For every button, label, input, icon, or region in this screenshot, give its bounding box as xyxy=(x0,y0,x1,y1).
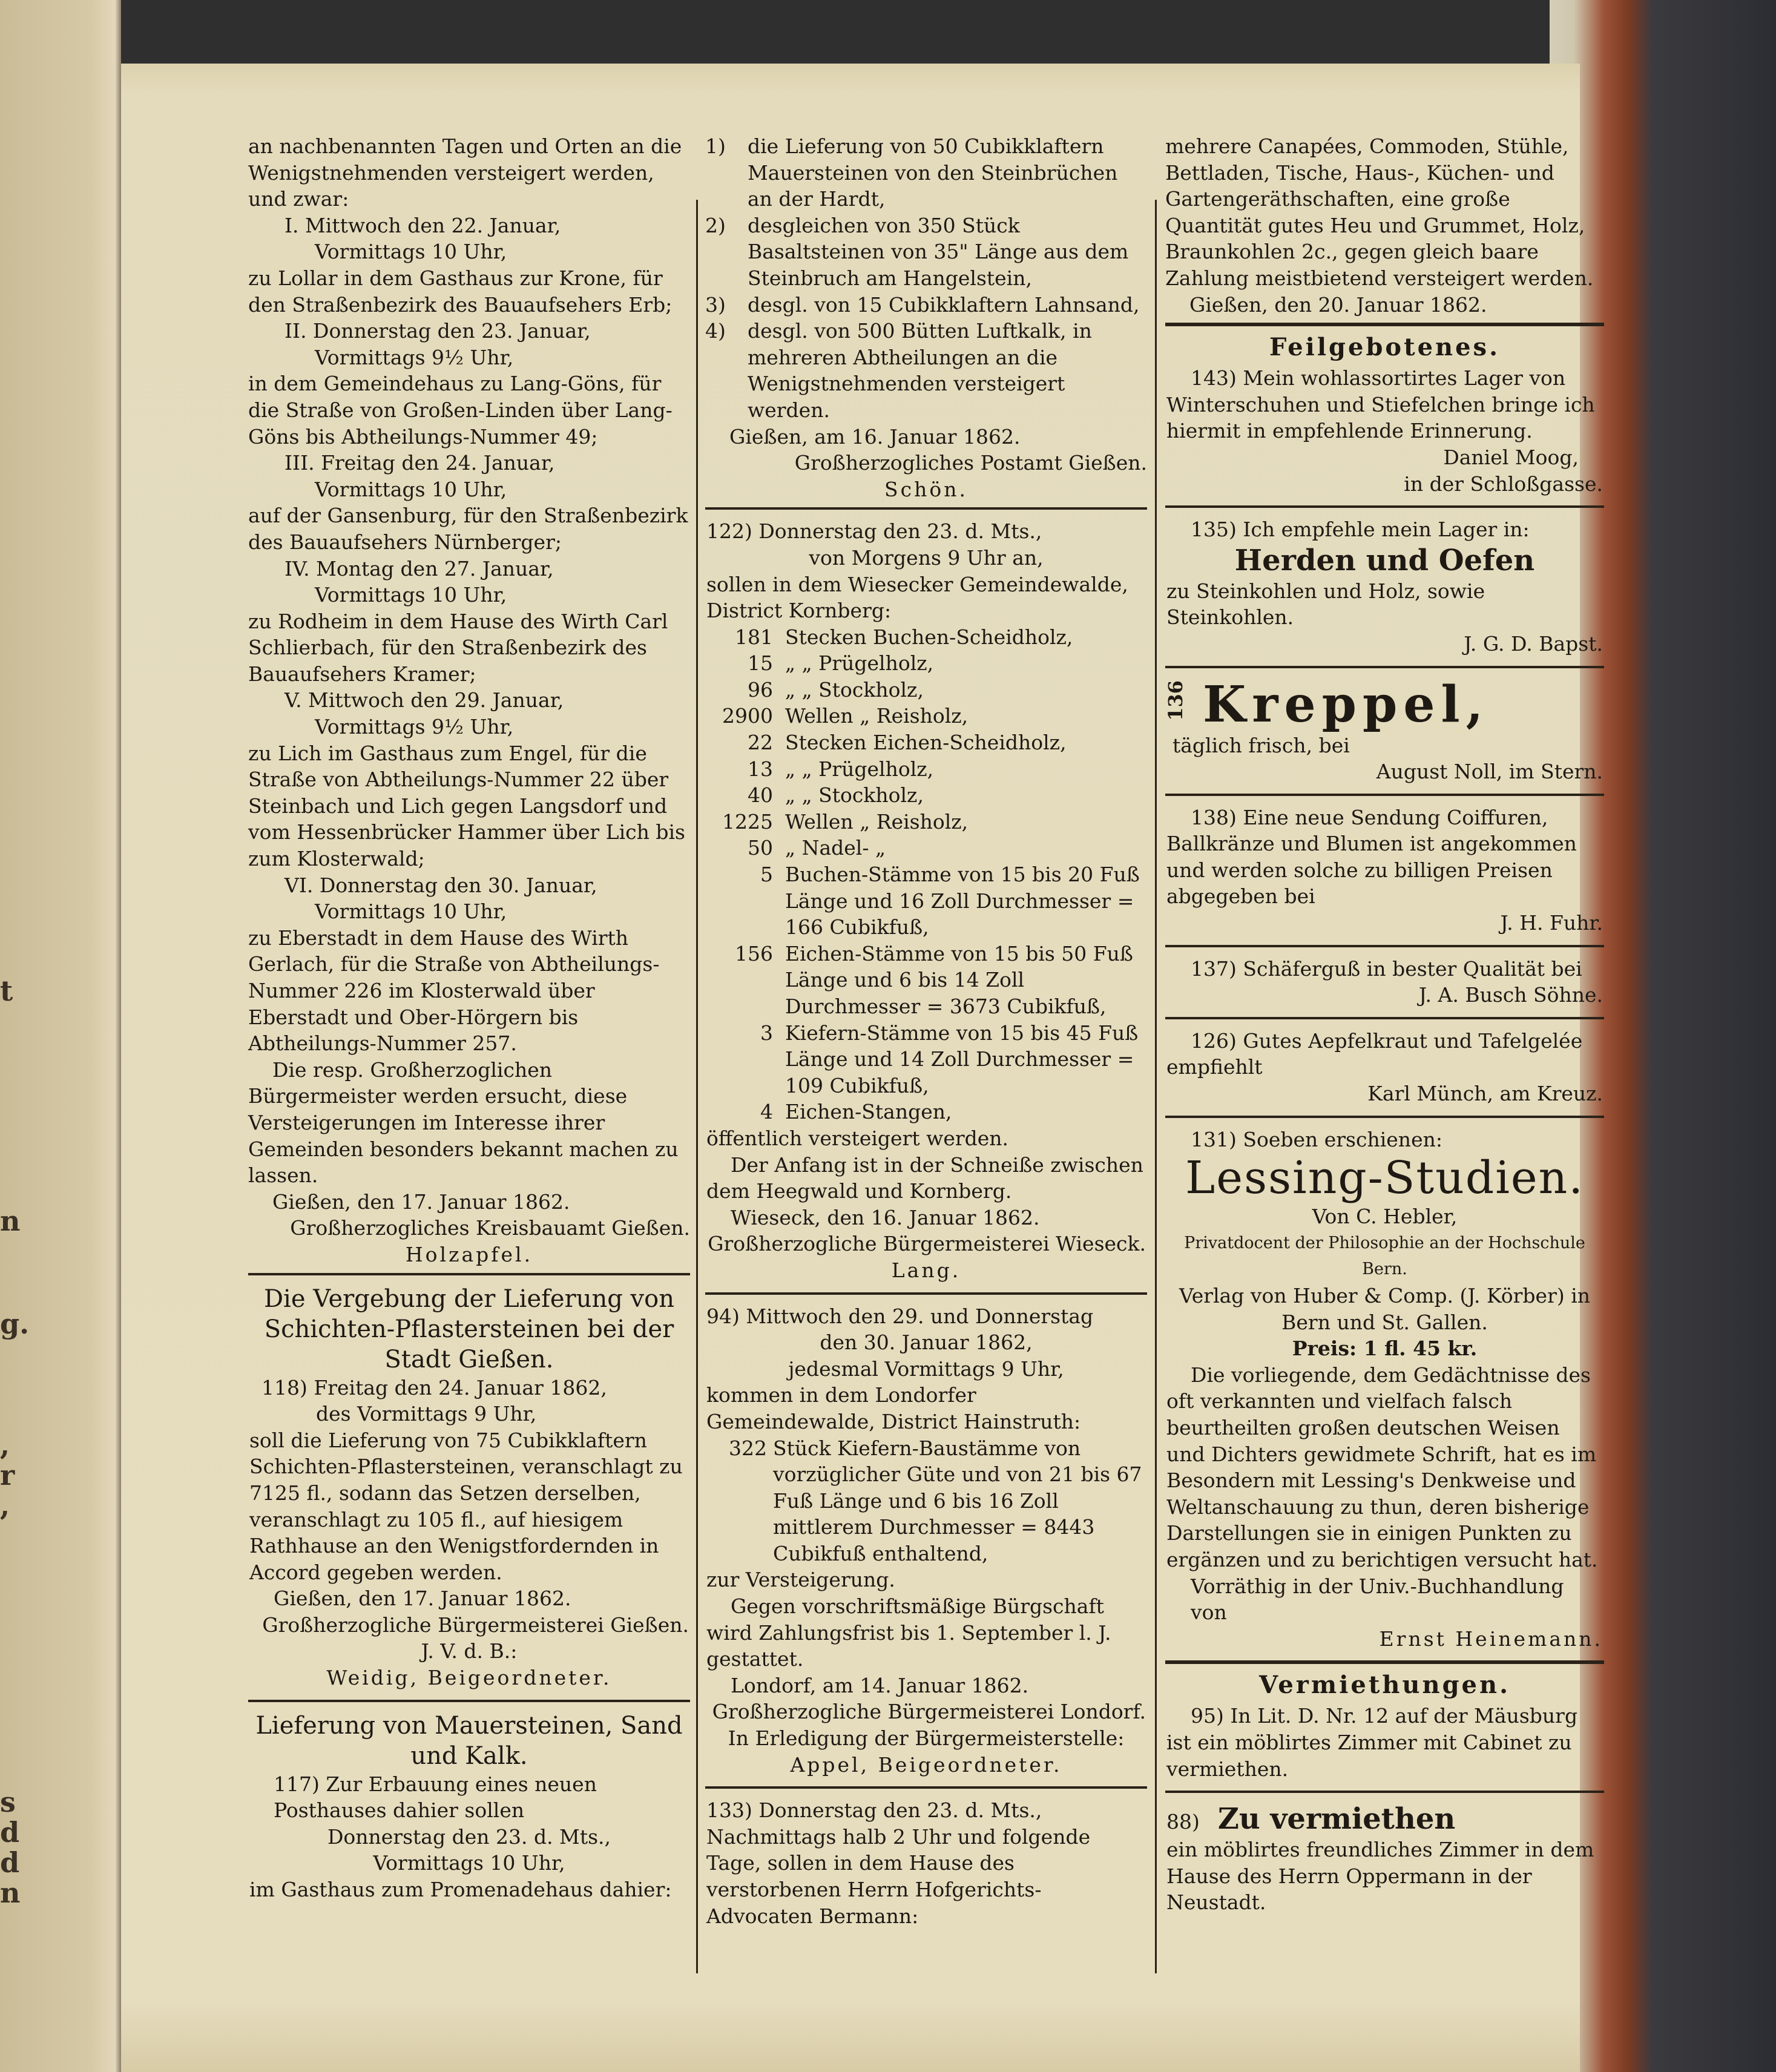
margin-fragment: t xyxy=(0,975,13,1007)
ad-line: Vormittags 10 Uhr, xyxy=(373,1851,565,1875)
ad-heading-row xyxy=(1166,1801,1603,1837)
ad-date: Gießen, den 17. Januar 1862. xyxy=(274,1587,571,1611)
table-row xyxy=(706,703,1146,729)
divider xyxy=(705,1786,1147,1789)
schedule-item xyxy=(248,556,690,688)
row-count: 40 xyxy=(748,783,773,807)
intro-text: an nachbenannten Tagen und Orten an die Wenigstnehmenden versteigert werden, und zwar: xyxy=(248,134,682,211)
left-page-edge xyxy=(0,0,121,2072)
ad-line: Donnerstag den 23. d. Mts., xyxy=(327,1824,611,1849)
auction-schedule xyxy=(248,212,690,1057)
ad-122 xyxy=(705,516,1147,1287)
schedule-day: V. Mittwoch den 29. Januar, xyxy=(284,688,564,712)
ad-94 xyxy=(705,1301,1147,1782)
ad-price: Preis: 1 fl. 45 kr. xyxy=(1292,1337,1478,1361)
ad-body: 137) Schäferguß in bester Qualität bei xyxy=(1191,956,1582,981)
schedule-time: Vormittags 10 Uhr, xyxy=(315,900,507,924)
ad-line: von Morgens 9 Uhr an, xyxy=(809,545,1044,570)
margin-fragment: d xyxy=(0,1816,20,1849)
schedule-place: zu Lich im Gasthaus zum Engel, für die Straße von Abtheilungs-Nummer 22 über Steinbach und Lich gegen Langsdorf und vom Hessenbrücker Hammer über Lich bis zum Klosterwald; xyxy=(248,741,685,871)
schedule-item xyxy=(248,318,690,450)
margin-fragment: g. xyxy=(0,1307,30,1340)
column-right xyxy=(1165,133,1604,1919)
ad-body: Nachmittags halb 2 Uhr und folgende Tage, sollen in dem Hause des verstorbenen Herrn Hofgerichts-Advocaten Bermann: xyxy=(706,1824,1091,1928)
ad-body: 143) Mein wohlassortirtes Lager von Winterschuhen und Stiefelchen bringe ich hiermit in empfehlende Erinnerung. xyxy=(1166,366,1595,443)
ad-body: Die vorliegende, dem Gedächtnisse des oft verkannten und vielfach falsch beurtheilten großen deutschen Weisen und Dichters gewidmete Schrift, hat es im Besondern mit Lessing's Denkweise und Weltanschauung zu thun, deren bisherige Darstellungen sie in einigen Punkten zu ergänzen und zu berichtigen versucht hat. xyxy=(1166,1363,1598,1571)
ad-signature: Daniel Moog, xyxy=(1443,445,1579,469)
row-count: 322 xyxy=(729,1436,767,1460)
ad-line: den 30. Januar 1862, xyxy=(820,1330,1033,1355)
margin-fragment: s xyxy=(0,1786,16,1818)
item-text: desgl. von 15 Cubikklaftern Lahnsand, xyxy=(748,292,1140,317)
row-text: Stecken Eichen-Scheidholz, xyxy=(785,731,1067,755)
divider xyxy=(1165,666,1604,668)
margin-fragment: n xyxy=(0,1205,21,1237)
divider xyxy=(1165,945,1604,947)
schedule-time: Vormittags 10 Uhr, xyxy=(315,477,507,501)
margin-fragment: , xyxy=(0,1489,10,1522)
ad-line: Verlag von Huber & Comp. (J. Körber) in Bern und St. Gallen. xyxy=(1179,1284,1591,1334)
request-text: Die resp. Großherzoglichen Bürgermeister werden ersucht, diese Versteigerungen im Interesse ihrer Gemeinden besonders bekannt machen zu lassen. xyxy=(248,1057,679,1188)
divider xyxy=(705,1292,1147,1295)
ad-88 xyxy=(1165,1799,1604,1919)
section-heading: Feilgebotenes. xyxy=(1269,333,1501,362)
ad-136 xyxy=(1165,674,1604,789)
divider xyxy=(1165,794,1604,796)
ad-line: 94) Mittwoch den 29. und Donnerstag xyxy=(706,1304,1094,1328)
ad-137 xyxy=(1165,953,1604,1012)
divider xyxy=(1165,1791,1604,1793)
row-text: „ „ Stockholz, xyxy=(785,677,924,702)
ad-line: zu Steinkohlen und Holz, sowie Steinkohlen. xyxy=(1166,579,1485,630)
row-count: 22 xyxy=(748,731,773,755)
schedule-item xyxy=(248,872,690,1057)
ad-body: 95) In Lit. D. Nr. 12 auf der Mäusburg ist ein möblirtes Zimmer mit Cabinet zu vermiethen. xyxy=(1166,1704,1578,1781)
row-text: „ Nadel- „ xyxy=(785,836,886,860)
ad-office: Großherzogliches Postamt Gießen. xyxy=(794,451,1147,475)
wood-table xyxy=(706,624,1146,1125)
schedule-day: II. Donnerstag den 23. Januar, xyxy=(284,319,591,343)
row-text: Stecken Buchen-Scheidholz, xyxy=(785,625,1073,649)
table-row xyxy=(706,729,1146,756)
ad-line: im Gasthaus zum Promenadehaus dahier: xyxy=(249,1878,672,1902)
ad-117 xyxy=(248,1708,690,1907)
ad-headline: Lieferung von Mauersteinen, Sand und Kalk. xyxy=(255,1711,683,1770)
ad-line: Vorräthig in der Univ.-Buchhandlung von xyxy=(1191,1574,1564,1625)
margin-fragment: d xyxy=(0,1846,20,1879)
schedule-place: zu Eberstadt in dem Hause des Wirth Gerlach, für die Straße von Abtheilungs-Nummer 226 im Klosterwald über Eberstadt und Ober-Hörgern bis Abtheilungs-Nummer 257. xyxy=(248,926,660,1056)
list-item xyxy=(705,318,1147,423)
ad-body: mehrere Canapées, Commoden, Stühle, Bettladen, Tische, Haus-, Küchen- und Gartengeräthschaften, eine große Quantität gutes Heu und Grummet, Holz, Braunkohlen 2c., gegen gleich baare Zahlung meistbietend versteigert werden. xyxy=(1165,134,1594,290)
ad-body: 138) Eine neue Sendung Coiffuren, Ballkränze und Blumen ist angekommen und werden solche zu billigen Preisen abgegeben bei xyxy=(1166,805,1577,909)
table-row xyxy=(706,756,1146,783)
divider xyxy=(1165,1017,1604,1019)
ad-line: 131) Soeben erschienen: xyxy=(1191,1127,1442,1151)
ad-126 xyxy=(1165,1025,1604,1111)
schedule-item xyxy=(248,687,690,872)
schedule-item xyxy=(248,450,690,555)
row-count: 13 xyxy=(748,757,773,781)
row-count: 5 xyxy=(760,863,773,887)
table-row xyxy=(706,941,1146,1020)
ad-display-text: Herden und Oefen xyxy=(1234,543,1535,577)
table-row xyxy=(706,861,1146,941)
schedule-time: Vormittags 9½ Uhr, xyxy=(315,715,514,739)
column-divider xyxy=(1155,200,1157,1973)
ad-signature: in der Schloßgasse. xyxy=(1404,472,1603,496)
ad-line: Privatdocent der Philosophie an der Hochschule Bern. xyxy=(1184,1233,1585,1279)
ad-date: Gießen, den 20. Januar 1862. xyxy=(1189,292,1487,317)
row-count: 4 xyxy=(760,1100,773,1124)
row-text: Buchen-Stämme von 15 bis 20 Fuß Länge und 16 Zoll Durchmesser = 166 Cubikfuß, xyxy=(785,863,1140,939)
margin-fragment: n xyxy=(0,1876,21,1909)
ad-body: Gegen vorschriftsmäßige Bürgschaft wird Zahlungsfrist bis 1. September l. J. gestattet. xyxy=(706,1594,1111,1671)
row-text: „ „ Prügelholz, xyxy=(785,651,934,676)
table-row xyxy=(706,677,1146,703)
ad-135 xyxy=(1165,514,1604,660)
row-text: Stück Kiefern-Baustämme von vorzüglicher Güte und von 21 bis 67 Fuß Länge und 6 bis 16 Zoll mittlerem Durchmesser = 8443 Cubikfuß enthaltend, xyxy=(773,1436,1142,1565)
notice-signature: Holzapfel. xyxy=(405,1242,533,1266)
row-count: 96 xyxy=(748,677,773,702)
column-middle xyxy=(705,133,1147,1933)
table-row xyxy=(706,809,1146,835)
ad-body: Der Anfang ist in der Schneiße zwischen dem Heegwald und Kornberg. xyxy=(706,1153,1143,1203)
row-text: Eichen-Stämme von 15 bis 50 Fuß Länge und 6 bis 14 Zoll Durchmesser = 3673 Cubikfuß, xyxy=(785,941,1133,1018)
divider xyxy=(248,1273,690,1275)
schedule-place: in dem Gemeindehaus zu Lang-Göns, für die Straße von Großen-Linden über Lang-Göns bis Abtheilungs-Nummer 49; xyxy=(248,372,673,449)
ad-line: öffentlich versteigert werden. xyxy=(706,1126,1009,1150)
schedule-time: Vormittags 10 Uhr, xyxy=(315,583,507,607)
ad-office: Großherzogliche Bürgermeisterei Wieseck. xyxy=(708,1232,1146,1256)
schedule-place: auf der Gansenburg, für den Straßenbezirk des Bauaufsehers Nürnberger; xyxy=(248,504,688,554)
ad-office: Großherzogliche Bürgermeisterei Londorf. xyxy=(712,1700,1146,1724)
column-divider xyxy=(696,200,698,1973)
ad-date: Gießen, am 16. Januar 1862. xyxy=(729,424,1021,449)
newspaper-page xyxy=(121,64,1603,2072)
row-count: 50 xyxy=(748,836,773,860)
ad-signature: Schön. xyxy=(884,477,968,501)
item-number: 4) xyxy=(705,319,726,343)
schedule-place: zu Lollar in dem Gasthaus zur Krone, für den Straßenbezirk des Bauaufsehers Erb; xyxy=(248,266,673,317)
ad-line: Von C. Hebler, xyxy=(1312,1205,1458,1229)
list-item xyxy=(705,292,1147,318)
table-row xyxy=(706,782,1146,809)
divider xyxy=(1165,323,1604,326)
ad-line: 117) Zur Erbauung eines neuen Posthauses dahier sollen xyxy=(274,1772,597,1823)
table-row xyxy=(706,1435,1146,1567)
ad-line: sollen in dem Wiesecker Gemeindewalde, District Kornberg: xyxy=(706,572,1128,623)
ad-headline: Die Vergebung der Lieferung von Schichten-Pflastersteinen bei der Stadt Gießen. xyxy=(263,1284,674,1373)
ad-line: jedesmal Vormittags 9 Uhr, xyxy=(788,1357,1064,1381)
row-count: 181 xyxy=(735,625,773,649)
ad-133 xyxy=(705,1795,1147,1933)
schedule-day: VI. Donnerstag den 30. Januar, xyxy=(284,873,597,897)
ad-body: ein möblirtes freundliches Zimmer in dem Hause des Herrn Oppermann in der Neustadt. xyxy=(1166,1838,1594,1915)
row-text: Kiefern-Stämme von 15 bis 45 Fuß Länge und 14 Zoll Durchmesser = 109 Cubikfuß, xyxy=(785,1021,1139,1097)
schedule-time: Vormittags 9½ Uhr, xyxy=(315,345,514,369)
row-count: 3 xyxy=(760,1021,773,1045)
ad-date: Londorf, am 14. Januar 1862. xyxy=(731,1673,1029,1697)
divider xyxy=(1165,1660,1604,1664)
ad-office: In Erledigung der Bürgermeisterstelle: xyxy=(728,1726,1125,1751)
row-text: „ „ Prügelholz, xyxy=(785,757,934,781)
list-item xyxy=(705,212,1147,292)
table-row xyxy=(706,624,1146,651)
row-text: „ „ Stockholz, xyxy=(785,783,924,807)
ad-line: kommen in dem Londorfer Gemeindewalde, District Hainstruth: xyxy=(706,1383,1081,1433)
row-count: 156 xyxy=(735,941,773,965)
schedule-time: Vormittags 10 Uhr, xyxy=(315,240,507,264)
item-text: die Lieferung von 50 Cubikklaftern Mauersteinen von den Steinbrüchen an der Hardt, xyxy=(748,134,1118,211)
ad-date: Wieseck, den 16. Januar 1862. xyxy=(731,1205,1040,1229)
schedule-day: IV. Montag den 27. Januar, xyxy=(284,556,554,580)
list-item xyxy=(705,133,1147,212)
ad-signature: J. A. Busch Söhne. xyxy=(1418,983,1603,1007)
ad-line: zur Versteigerung. xyxy=(706,1568,895,1592)
ad-signature: Weidig, Beigeordneter. xyxy=(326,1666,612,1690)
ad-signature: Appel, Beigeordneter. xyxy=(790,1752,1062,1777)
ad-office: J. V. d. B.: xyxy=(421,1639,518,1663)
ad-display-text: Lessing-Studien. xyxy=(1185,1152,1584,1205)
row-text: Wellen „ Reisholz, xyxy=(785,809,969,834)
ad-143 xyxy=(1165,363,1604,501)
ad-display-text: Kreppel, xyxy=(1203,675,1490,734)
notice-date: Gießen, den 17. Januar 1862. xyxy=(272,1189,570,1214)
ad-line: 118) Freitag den 24. Januar 1862, xyxy=(261,1375,607,1399)
ad-number: 136 xyxy=(1164,680,1187,721)
ad-body: 126) Gutes Aepfelkraut und Tafelgelée empfiehlt xyxy=(1166,1028,1583,1079)
row-text: Eichen-Stangen, xyxy=(785,1100,952,1124)
ad-line: 135) Ich empfehle mein Lager in: xyxy=(1191,518,1530,542)
schedule-day: I. Mittwoch den 22. Januar, xyxy=(284,213,561,237)
item-number: 2) xyxy=(705,213,726,237)
item-number: 1) xyxy=(705,134,726,158)
ad-display-text: Zu vermiethen xyxy=(1217,1802,1456,1837)
section-heading: Vermiethungen. xyxy=(1258,1671,1510,1700)
divider xyxy=(1165,505,1604,508)
ad-signature: Lang. xyxy=(891,1258,961,1282)
ad-signature: August Noll, im Stern. xyxy=(1376,760,1603,784)
ad-line: des Vormittags 9 Uhr, xyxy=(316,1402,537,1426)
ad-line: 133) Donnerstag den 23. d. Mts., xyxy=(706,1798,1042,1823)
ad-signature: Karl Münch, am Kreuz. xyxy=(1367,1082,1603,1106)
table-row xyxy=(706,835,1146,861)
item-number: 3) xyxy=(705,292,726,317)
notice-office: Großherzogliches Kreisbauamt Gießen. xyxy=(290,1216,690,1240)
ad-line: täglich frisch, bei xyxy=(1172,733,1350,757)
ad-118 xyxy=(248,1281,690,1695)
row-count: 15 xyxy=(748,651,773,676)
table-row xyxy=(706,650,1146,677)
delivery-list xyxy=(705,133,1147,424)
ad-body: soll die Lieferung von 75 Cubikklaftern Schichten-Pflastersteinen, veranschlagt zu 7125 fl., sodann das Setzen derselben, veranschlagt zu 105 fl., auf hiesigem Rathhause an den Wenigstfordernden in Accord gegeben werden. xyxy=(249,1428,683,1584)
ad-signature: Ernst Heinemann. xyxy=(1379,1626,1603,1651)
schedule-item xyxy=(248,212,690,318)
column-left xyxy=(248,133,690,1907)
divider xyxy=(248,1700,690,1702)
schedule-day: III. Freitag den 24. Januar, xyxy=(284,451,555,475)
ad-138 xyxy=(1165,802,1604,940)
item-text: desgl. von 500 Bütten Luftkalk, in mehreren Abtheilungen an die Wenigstnehmenden versteigert werden. xyxy=(748,319,1092,422)
ad-95 xyxy=(1165,1700,1604,1786)
row-count: 2900 xyxy=(722,704,773,728)
row-text: Wellen „ Reisholz, xyxy=(785,704,969,728)
ad-number: 88) xyxy=(1166,1810,1200,1834)
table-row xyxy=(706,1099,1146,1125)
divider xyxy=(1165,1116,1604,1118)
ad-office: Großherzogliche Bürgermeisterei Gießen. xyxy=(262,1613,689,1637)
item-text: desgleichen von 350 Stück Basaltsteinen von 35" Länge aus dem Steinbruch am Hangelstein, xyxy=(748,213,1129,290)
divider xyxy=(705,507,1147,510)
ad-131 xyxy=(1165,1124,1604,1656)
ad-signature: J. H. Fuhr. xyxy=(1500,911,1603,935)
table-row xyxy=(706,1020,1146,1099)
margin-fragment: , xyxy=(0,1429,10,1461)
margin-fragment: r xyxy=(0,1459,15,1492)
ad-signature: J. G. D. Bapst. xyxy=(1464,631,1603,656)
ad-line: 122) Donnerstag den 23. d. Mts., xyxy=(706,519,1042,544)
schedule-place: zu Rodheim in dem Hause des Wirth Carl Schlierbach, für den Straßenbezirk des Bauaufsehers Kramer; xyxy=(248,609,668,686)
row-count: 1225 xyxy=(722,809,773,834)
